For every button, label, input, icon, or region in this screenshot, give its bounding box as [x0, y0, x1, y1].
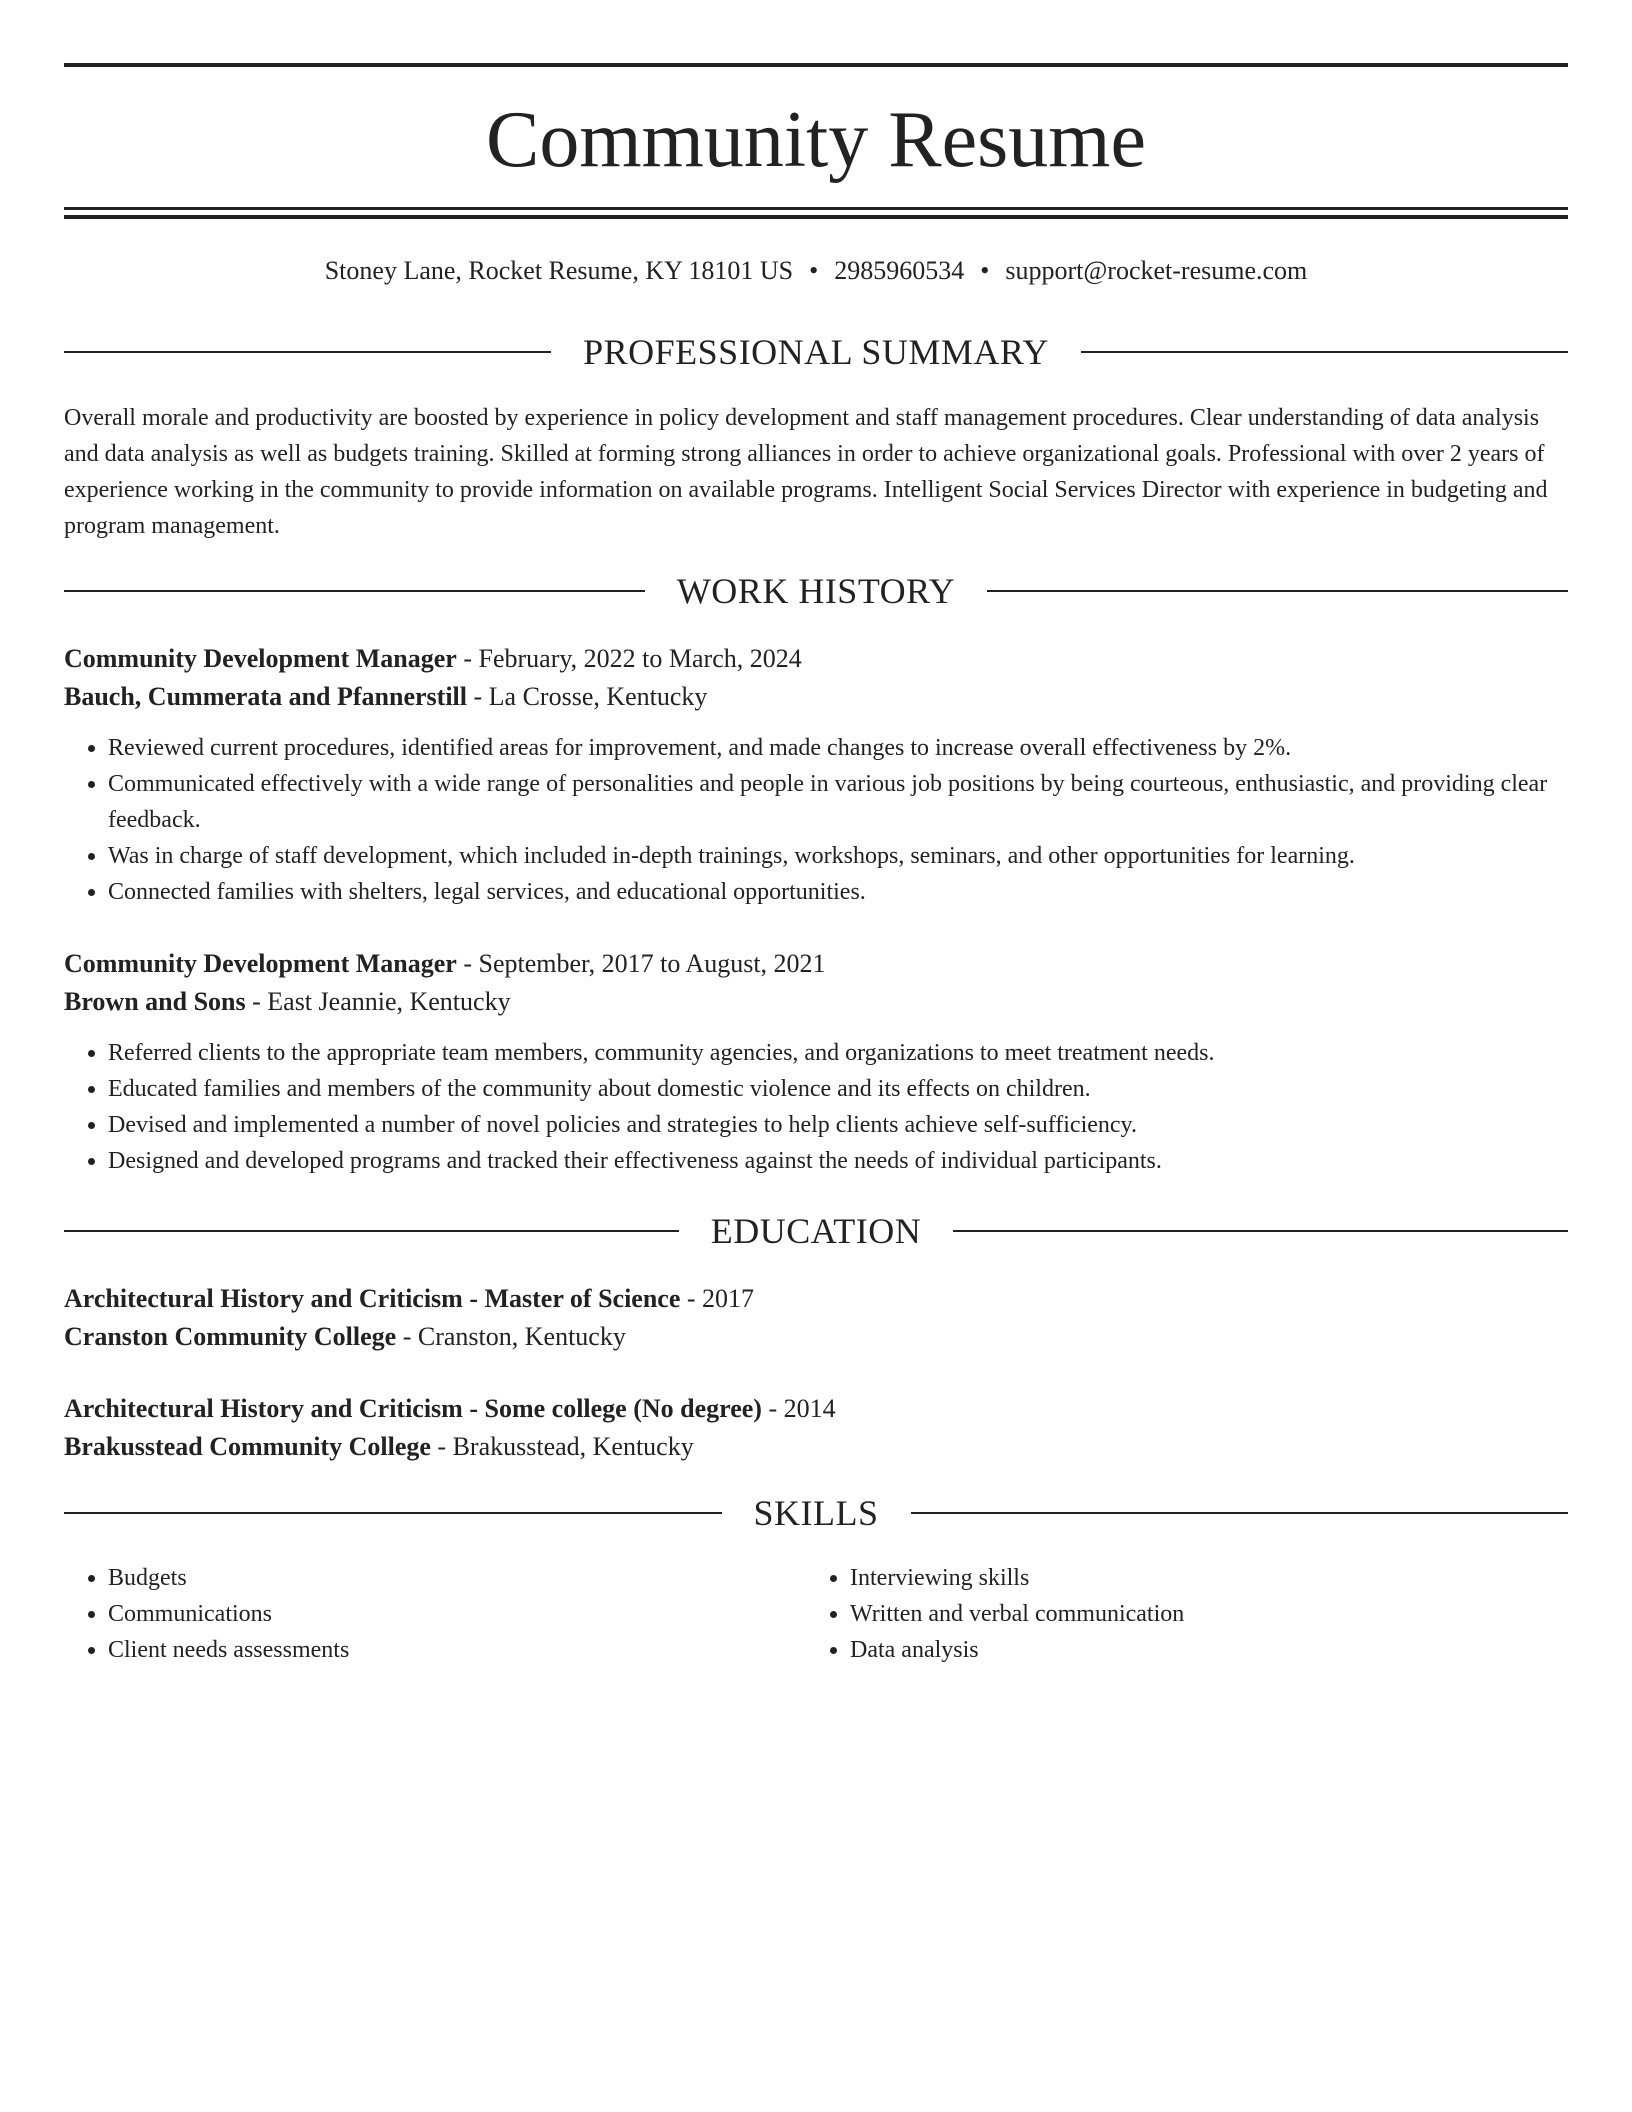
contact-email: support@rocket-resume.com: [1005, 256, 1308, 285]
education-heading-title: EDUCATION: [710, 1211, 922, 1251]
work-history-heading: [64, 569, 1568, 613]
heading-rule-right: [911, 1512, 1569, 1514]
header-top-rule: [64, 63, 1568, 67]
education-location: - Cranston, Kentucky: [396, 1322, 626, 1351]
job-entry: [64, 945, 1568, 1179]
header-double-rule-lower: [64, 215, 1568, 219]
job-dates: - September, 2017 to August, 2021: [456, 949, 826, 978]
skills-list-right: [806, 1560, 1548, 1668]
job-title-line: [64, 945, 1568, 983]
heading-rule-right: [1081, 351, 1568, 353]
job-location: - La Crosse, Kentucky: [467, 682, 708, 711]
work-history-heading-title: WORK HISTORY: [676, 571, 956, 611]
heading-rule-left: [64, 1512, 722, 1514]
contact-separator: •: [809, 256, 819, 285]
job-bullet: • Devised and implemented a number of novel policies and strategies to help clients achieve self-sufficiency.: [108, 1107, 1568, 1143]
job-company-line: [64, 983, 1568, 1021]
education-degree-line: [64, 1280, 1568, 1318]
job-title: Community Development Manager: [64, 644, 457, 673]
education-school-line: [64, 1428, 1568, 1466]
education-entry: [64, 1280, 1568, 1356]
education-school: Cranston Community College: [64, 1322, 397, 1351]
heading-rule-left: [64, 351, 551, 353]
job-bullet: • Communicated effectively with a wide range of personalities and people in various job positions by being courteous, enthusiastic, and providing clear feedback.: [108, 766, 1568, 838]
job-dates: - February, 2022 to March, 2024: [456, 644, 802, 673]
job-bullet: • Was in charge of staff development, which included in-depth trainings, workshops, seminars, and other opportunities for learning.: [108, 838, 1568, 874]
contact-phone: 2985960534: [834, 256, 965, 285]
skill-item: • Client needs assessments: [108, 1632, 806, 1668]
skill-item: • Data analysis: [850, 1632, 1548, 1668]
job-company: Bauch, Cummerata and Pfannerstill: [64, 682, 467, 711]
skills-list-left: [64, 1560, 806, 1668]
job-entry: [64, 640, 1568, 910]
job-bullet: • Designed and developed programs and tracked their effectiveness against the needs of individual participants.: [108, 1143, 1568, 1179]
header-double-rule-upper: [64, 207, 1568, 210]
job-bullet: • Reviewed current procedures, identified areas for improvement, and made changes to increase overall effectiveness by 2%.: [108, 730, 1568, 766]
education-school-line: [64, 1318, 1568, 1356]
job-title: Community Development Manager: [64, 949, 457, 978]
job-bullet-list: [64, 1035, 1568, 1179]
education-degree: Architectural History and Criticism - Some college (No degree): [64, 1394, 762, 1423]
skills-columns: [64, 1560, 1568, 1668]
heading-rule-left: [64, 590, 645, 592]
education-degree: Architectural History and Criticism - Master of Science: [64, 1284, 681, 1313]
resume-name: Community Resume: [486, 96, 1146, 184]
job-bullet: • Referred clients to the appropriate team members, community agencies, and organizations to meet treatment needs.: [108, 1035, 1568, 1071]
heading-rule-left: [64, 1230, 679, 1232]
job-bullet-list: [64, 730, 1568, 910]
summary-heading: [64, 330, 1568, 374]
skill-item: • Written and verbal communication: [850, 1596, 1548, 1632]
contact-address: Stoney Lane, Rocket Resume, KY 18101 US: [324, 256, 794, 285]
heading-rule-right: [987, 590, 1568, 592]
skills-heading: [64, 1491, 1568, 1535]
skill-item: • Interviewing skills: [850, 1560, 1548, 1596]
education-degree-line: [64, 1390, 1568, 1428]
job-bullet: • Connected families with shelters, legal services, and educational opportunities.: [108, 874, 1568, 910]
heading-rule-right: [953, 1230, 1568, 1232]
summary-text: Overall morale and productivity are boosted by experience in policy development and staff management procedures. Clear understanding of data analysis and data analysis as well as budgets training. Skilled at forming strong alliances in order to achieve organizational goals. Professional with over 2 years of experience working in the community to provide information on available programs. Intelligent Social Services Director with experience in budgeting and program management.: [64, 405, 1548, 539]
contact-separator: •: [980, 256, 990, 285]
contact-line: [64, 253, 1568, 289]
skill-item: • Communications: [108, 1596, 806, 1632]
job-company-line: [64, 678, 1568, 716]
education-heading: [64, 1209, 1568, 1253]
education-year: - 2014: [761, 1394, 836, 1423]
education-entry: [64, 1390, 1568, 1466]
job-bullet: • Educated families and members of the community about domestic violence and its effects on children.: [108, 1071, 1568, 1107]
education-school: Brakusstead Community College: [64, 1432, 431, 1461]
education-year: - 2017: [680, 1284, 755, 1313]
job-location: - East Jeannie, Kentucky: [245, 987, 511, 1016]
job-title-line: [64, 640, 1568, 678]
summary-heading-title: PROFESSIONAL SUMMARY: [583, 332, 1049, 372]
education-location: - Brakusstead, Kentucky: [430, 1432, 694, 1461]
skills-heading-title: SKILLS: [753, 1493, 879, 1533]
job-company: Brown and Sons: [64, 987, 246, 1016]
skill-item: • Budgets: [108, 1560, 806, 1596]
